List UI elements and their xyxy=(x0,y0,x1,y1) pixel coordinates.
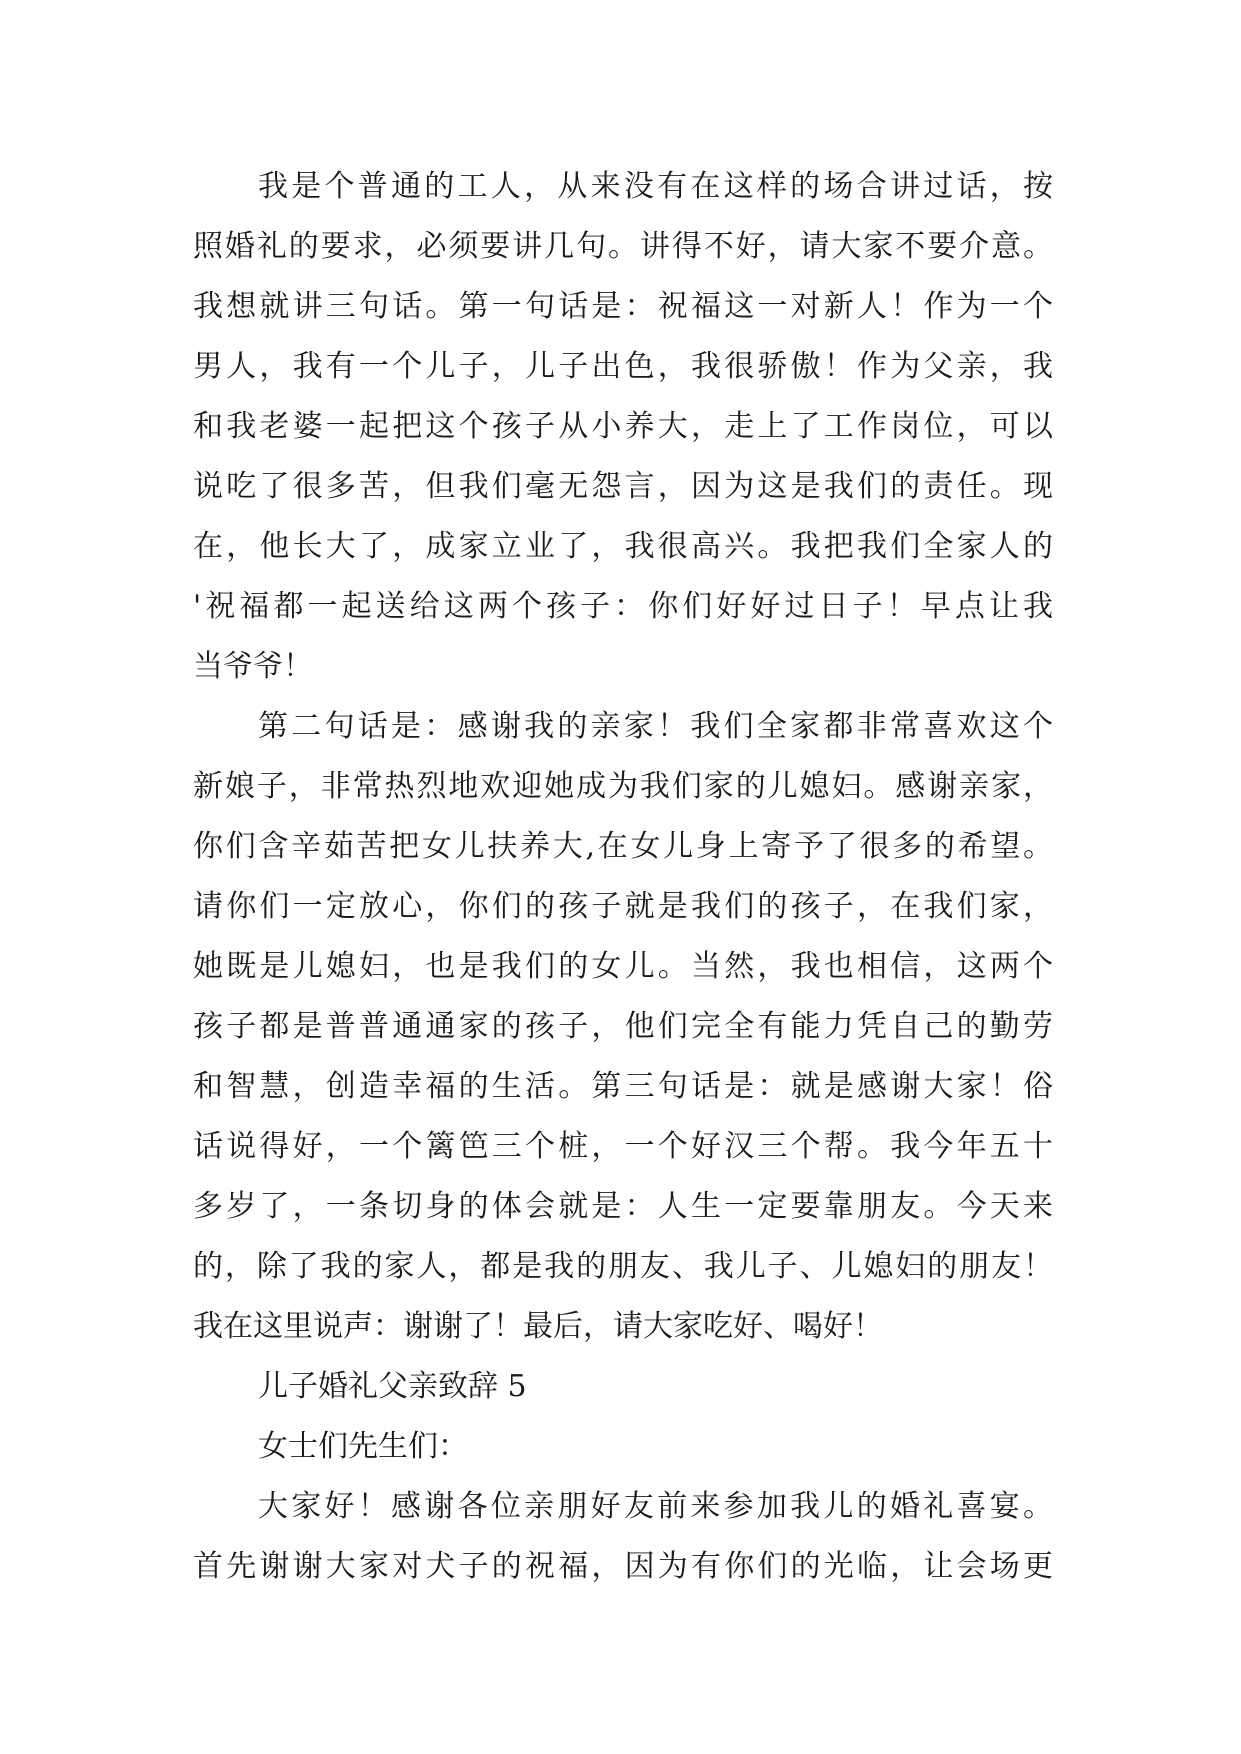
text-line: 请你们一定放心，你们的孩子就是我们的孩子，在我们家， xyxy=(193,889,1053,924)
text-line: 话说得好，一个篱笆三个桩，一个好汉三个帮。我今年五十 xyxy=(193,1129,1053,1164)
text-line: 我想就讲三句话。第一句话是：祝福这一对新人！作为一个 xyxy=(193,289,1053,324)
text-line: 我是个普通的工人，从来没有在这样的场合讲过话，按 xyxy=(258,169,1053,204)
text-line: '祝福都一起送给这两个孩子：你们好好过日子！早点让我 xyxy=(193,589,1053,624)
speech-text xyxy=(193,157,1053,1597)
text-line: 我在这里说声：谢谢了！最后，请大家吃好、喝好！ xyxy=(193,1309,883,1344)
salutation: 女士们先生们： xyxy=(258,1429,468,1464)
text-line: 的，除了我的家人，都是我的朋友、我儿子、儿媳妇的朋友！ xyxy=(193,1249,1053,1284)
text-line: 当爷爷！ xyxy=(193,649,313,684)
text-line: 孩子都是普普通通家的孩子，他们完全有能力凭自己的勤劳 xyxy=(193,1009,1053,1044)
text-line: 和智慧，创造幸福的生活。第三句话是：就是感谢大家！俗 xyxy=(193,1069,1053,1104)
text-line: 她既是儿媳妇，也是我们的女儿。当然，我也相信，这两个 xyxy=(193,949,1053,984)
text-line: 首先谢谢大家对犬子的祝福，因为有你们的光临，让会场更 xyxy=(193,1549,1053,1584)
text-line: 第二句话是：感谢我的亲家！我们全家都非常喜欢这个 xyxy=(258,709,1053,744)
text-line: 你们含辛茹苦把女儿扶养大,在女儿身上寄予了很多的希望。 xyxy=(193,829,1053,864)
text-line: 和我老婆一起把这个孩子从小养大，走上了工作岗位，可以 xyxy=(193,409,1053,444)
text-line: 说吃了很多苦，但我们毫无怨言，因为这是我们的责任。现 xyxy=(193,469,1053,504)
text-line: 在，他长大了，成家立业了，我很高兴。我把我们全家人的 xyxy=(193,529,1053,564)
text-line: 男人，我有一个儿子，儿子出色，我很骄傲！作为父亲，我 xyxy=(193,349,1053,384)
text-line: 大家好！感谢各位亲朋好友前来参加我儿的婚礼喜宴。 xyxy=(258,1489,1053,1524)
section-heading: 儿子婚礼父亲致辞 5 xyxy=(258,1369,527,1404)
text-line: 新娘子，非常热烈地欢迎她成为我们家的儿媳妇。感谢亲家， xyxy=(193,769,1053,804)
text-line: 多岁了，一条切身的体会就是：人生一定要靠朋友。今天来 xyxy=(193,1189,1053,1224)
text-line: 照婚礼的要求，必须要讲几句。讲得不好，请大家不要介意。 xyxy=(193,229,1053,264)
